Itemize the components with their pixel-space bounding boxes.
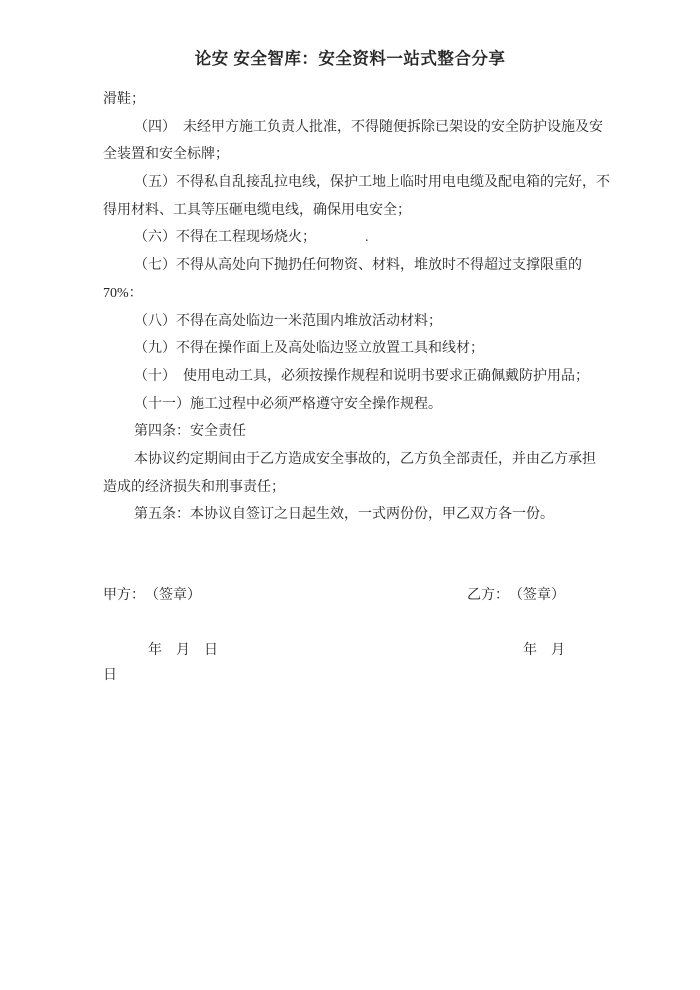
party-b-signature-label: 乙方： （签章）	[467, 588, 565, 603]
document-line: 造成的经济损失和刑事责任；	[103, 479, 285, 495]
party-a-signature-label: 甲方： （签章）	[103, 588, 201, 603]
party-b-date-line: 年 月	[523, 643, 565, 658]
document-line: 第四条：安全责任	[134, 424, 246, 440]
document-line: （四） 未经甲方施工负责人批准，不得随便拆除已架设的安全防护设施及安	[134, 119, 603, 135]
document-line: （六）不得在工程现场烧火； .	[134, 230, 369, 246]
document-line: 滑鞋；	[103, 92, 145, 107]
document-line: （九）不得在操作面上及高处临边竖立放置工具和线材；	[134, 341, 484, 357]
party-b-date-wrapped-char: 日	[103, 668, 117, 683]
document-line: 70%：	[103, 285, 143, 301]
document-body	[103, 86, 623, 529]
party-a-date-line: 年 月 日	[148, 643, 218, 658]
document-line: （五）不得私自乱接乱拉电线，保护工地上临时用电电缆及配电箱的完好，不	[134, 175, 610, 191]
document-line: 得用材料、工具等压砸电缆电线，确保用电安全；	[103, 202, 411, 218]
page-title: 论安 安全智库：安全资料一站式整合分享	[194, 49, 506, 68]
document-line: （十） 使用电动工具，必须按操作规程和说明书要求正确佩戴防护用品；	[134, 368, 589, 384]
document-line: （十一）施工过程中必须严格遵守安全操作规程。	[134, 396, 442, 412]
document-line: （八）不得在高处临边一米范围内堆放活动材料；	[134, 313, 442, 329]
document-line: （七）不得从高处向下抛扔任何物资、材料，堆放时不得超过支撑限重的	[134, 258, 582, 274]
document-line: 本协议约定期间由于乙方造成安全事故的，乙方负全部责任，并由乙方承担	[134, 451, 596, 467]
document-line: 第五条：本协议自签订之日起生效，一式两份份，甲乙双方各一份。	[134, 507, 554, 523]
document-line: 全装置和安全标牌；	[103, 147, 229, 163]
